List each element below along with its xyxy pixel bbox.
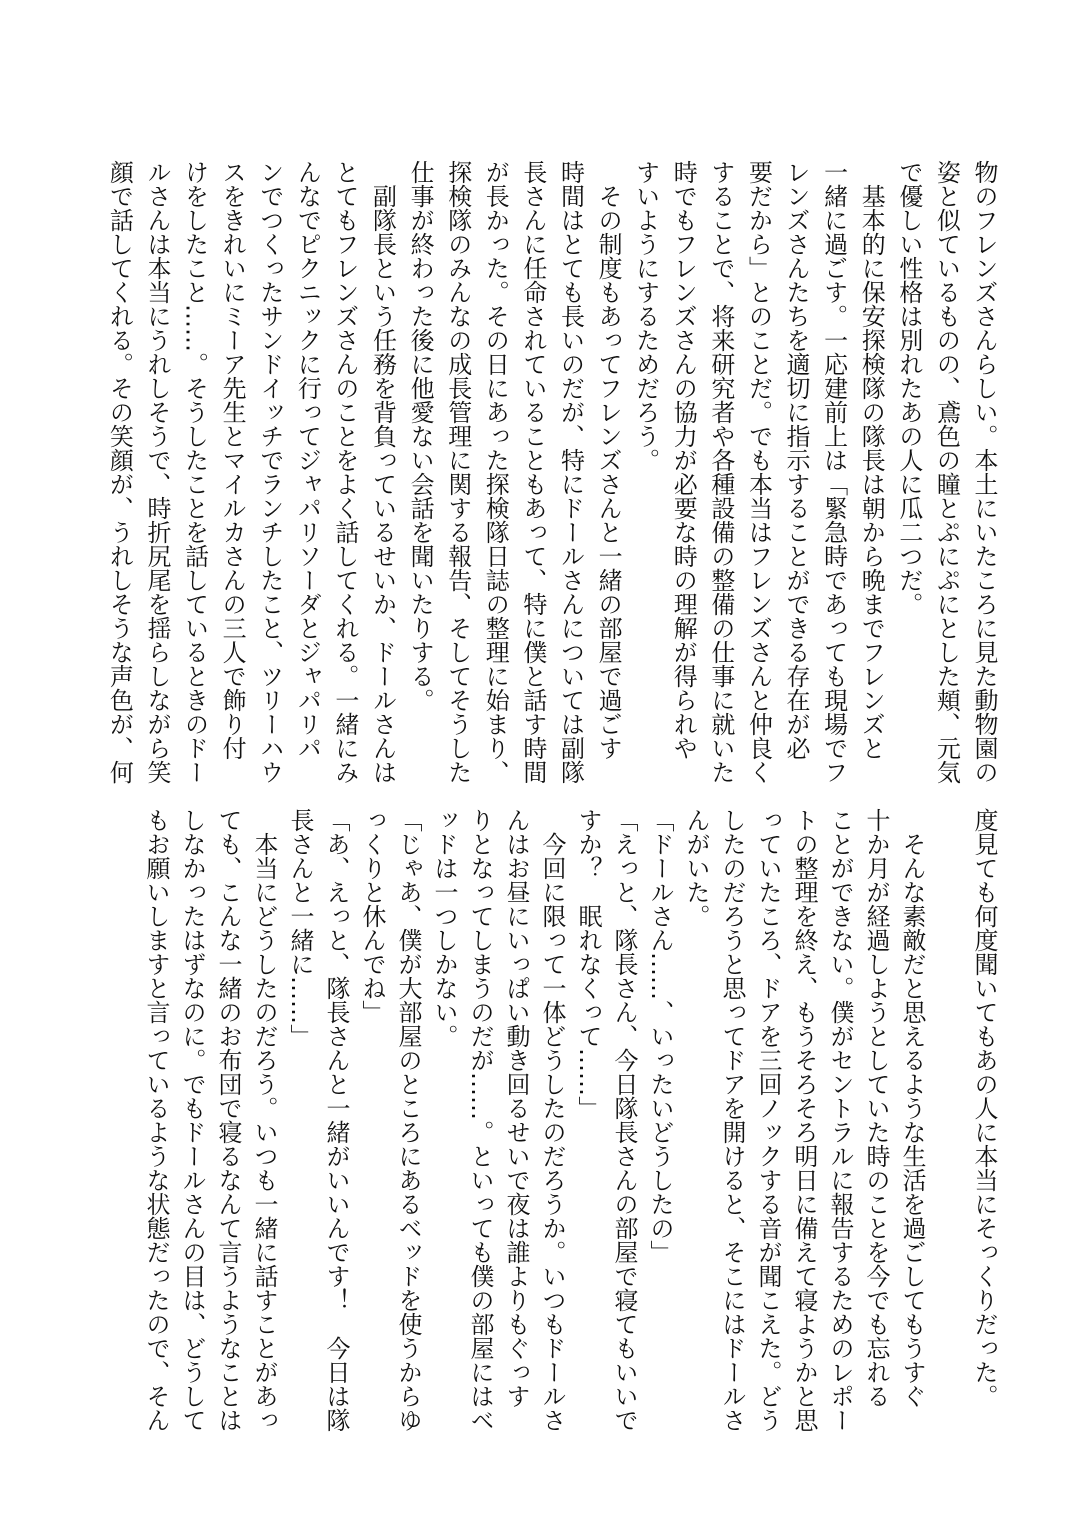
- text-line: 「えっと、隊長さん、今日隊長さんの部屋で寝てもいいで: [610, 808, 638, 1432]
- text-line: 時でもフレンズさんの協力が必要な時の理解が得られや: [669, 160, 698, 760]
- text-line: しなかったはずなのに。でもドールさんの目は、どうして: [178, 808, 206, 1432]
- text-line: もお願いしますと言っているような状態だったので、そん: [142, 808, 170, 1432]
- text-line: んがいた。: [682, 808, 710, 928]
- text-line: けをしたこと……。そうしたことを話しているときのドー: [180, 160, 209, 784]
- text-line: 「あ、えっと、隊長さんと一緒がいいんです！ 今日は隊: [322, 808, 350, 1432]
- text-line: 一緒に過ごす。一応建前上は「緊急時であっても現場でフ: [819, 160, 848, 784]
- text-line: レンズさんたちを適切に指示することができる存在が必: [782, 160, 811, 760]
- text-line: その制度もあってフレンズさんと一緒の部屋で過ごす: [594, 160, 623, 760]
- text-line: 長さんに任命されていることもあって、特に僕と話す時間: [518, 160, 547, 784]
- text-line: ても、こんな一緒のお布団で寝るなんて言うようなことは: [214, 808, 242, 1432]
- text-line: 探検隊のみんなの成長管理に関する報告、そしてそうした: [443, 160, 472, 784]
- text-line: 仕事が終わった後に他愛ない会話を聞いたりする。: [406, 160, 435, 712]
- text-line: っくりと休んでね」: [358, 808, 386, 1024]
- text-line: 十か月が経過しようとしていた時のことを今でも忘れる: [862, 808, 890, 1408]
- text-line: ルさんは本当にうれしそうで、時折尻尾を揺らしながら笑: [142, 160, 171, 784]
- text-line: ことができない。僕がセントラルに報告するためのレポー: [826, 808, 854, 1432]
- text-line: 顔で話してくれる。その笑顔が、うれしそうな声色が、何: [105, 160, 134, 784]
- text-line: [924, 808, 960, 1438]
- text-line: 「じゃあ、僕が大部屋のところにあるベッドを使うからゆ: [394, 808, 422, 1432]
- text-block-lower: [96, 808, 996, 1438]
- text-line: 物のフレンズさんらしい。本土にいたころに見た動物園の: [970, 160, 998, 784]
- text-line: ンでつくったサンドイッチでランチしたこと、ツリーハウ: [255, 160, 284, 784]
- text-line: 要だから」とのことだ。でも本当はフレンズさんと仲良く: [744, 160, 773, 784]
- text-line: で優しい性格は別れたあの人に瓜二つだ。: [894, 160, 923, 616]
- text-line: 今回に限って一体どうしたのだろうか。いつもドールさ: [538, 808, 566, 1432]
- text-line: ッドは一つしかない。: [430, 808, 458, 1048]
- text-line: 副隊長という任務を背負っているせいか、ドールさんは: [368, 160, 397, 784]
- text-line: 姿と似ているものの、鳶色の瞳とぷにぷにとした頬、元気: [932, 160, 961, 784]
- text-line: 「ドールさん……、いったいどうしたの」: [646, 808, 674, 1264]
- text-line: すいようにするためだろう。: [631, 160, 660, 472]
- text-line: りとなってしまうのだが……。といっても僕の部屋にはベ: [466, 808, 494, 1432]
- text-line: スをきれいにミーア先生とマイルカさんの三人で飾り付: [218, 160, 247, 760]
- text-block-upper: [93, 160, 996, 790]
- text-line: 長さんと一緒に……」: [286, 808, 314, 1048]
- text-line: 時間はとても長いのだが、特にドールさんについては副隊: [556, 160, 585, 784]
- text-line: トの整理を終え、もうそろそろ明日に備えて寝ようかと思: [790, 808, 818, 1432]
- text-line: 本当にどうしたのだろう。いつも一緒に話すことがあっ: [250, 808, 278, 1432]
- text-line: 度見ても何度聞いてもあの人に本当にそっくりだった。: [970, 808, 998, 1408]
- text-line: が長かった。その日にあった探検隊日誌の整理に始まり、: [481, 160, 510, 784]
- text-line: することで、将来研究者や各種設備の整備の仕事に就いた: [706, 160, 735, 784]
- text-line: んはお昼にいっぱい動き回るせいで夜は誰よりもぐっす: [502, 808, 530, 1408]
- text-line: すか？ 眠れなくって……」: [574, 808, 602, 1120]
- text-line: んなでピクニックに行ってジャパリソーダとジャパリパ: [293, 160, 322, 760]
- text-line: そんな素敵だと思えるような生活を過ごしてもうすぐ: [898, 808, 926, 1408]
- text-line: したのだろうと思ってドアを開けると、そこにはドールさ: [718, 808, 746, 1432]
- text-line: 基本的に保安探検隊の隊長は朝から晩までフレンズと: [857, 160, 886, 760]
- text-line: とてもフレンズさんのことをよく話してくれる。一緒にみ: [330, 160, 359, 784]
- text-line: っていたころ、ドアを三回ノックする音が聞こえた。どう: [754, 808, 782, 1432]
